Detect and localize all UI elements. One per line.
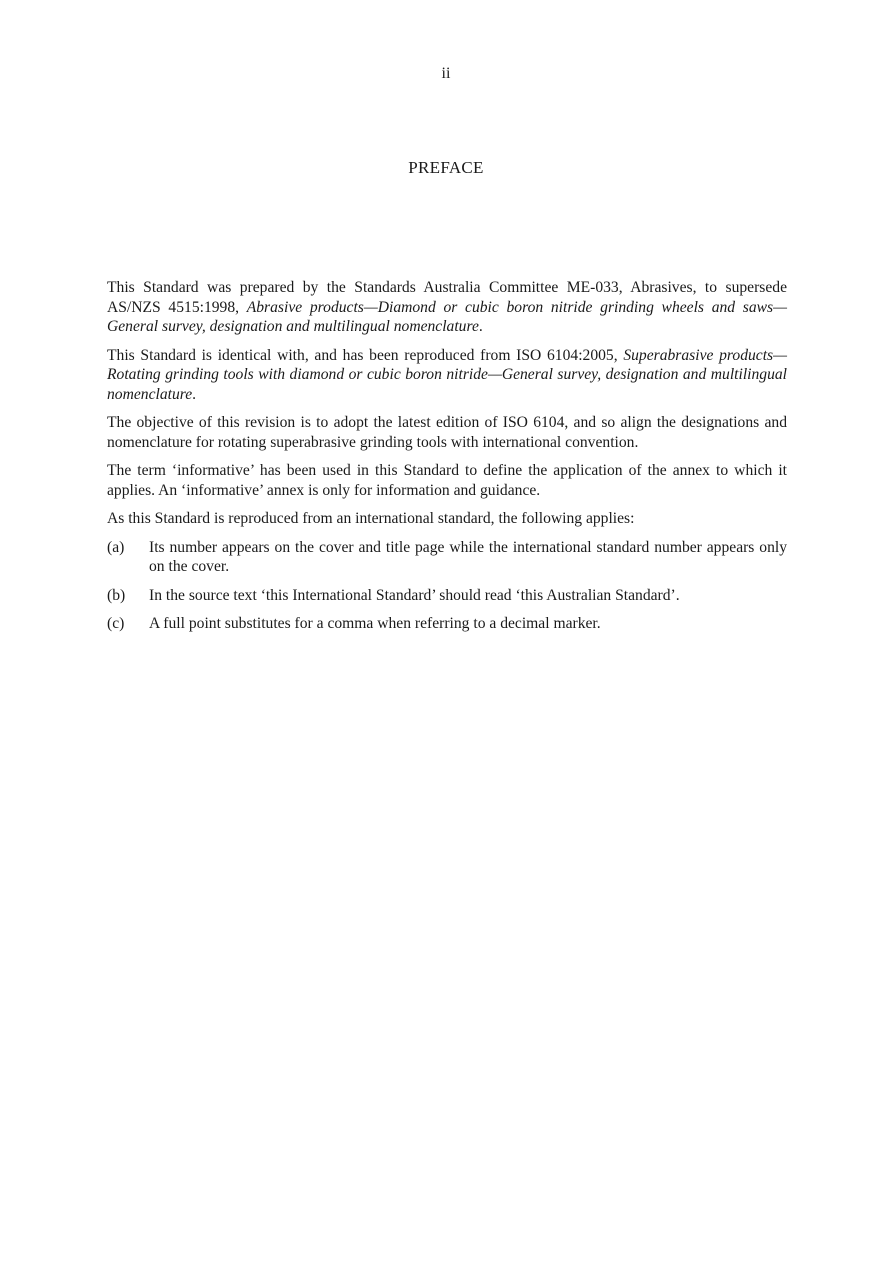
paragraph-text: This Standard was prepared by the Standards Australia Committee ME-033, Abrasives, to supersede AS/NZS 4515:1998,	[107, 279, 787, 316]
page-title: PREFACE	[408, 158, 484, 177]
paragraph-text: This Standard is identical with, and has been reproduced from ISO 6104:2005,	[107, 346, 624, 364]
list-item	[107, 614, 787, 634]
paragraph-objective: The objective of this revision is to adopt the latest edition of ISO 6104, and so align the designations and nomenclature for rotating superabrasive grinding tools with international convention.	[107, 414, 787, 451]
list-item-text: In the source text ‘this International Standard’ should read ‘this Australian Standard’.	[149, 586, 680, 604]
preface-body	[107, 278, 787, 643]
applies-list	[107, 538, 787, 634]
list-item-text: Its number appears on the cover and title page while the international standard number appears only on the cover.	[149, 538, 787, 575]
list-item-label: (b)	[107, 586, 126, 604]
paragraph-reproduction-note: As this Standard is reproduced from an international standard, the following applies:	[107, 510, 635, 527]
paragraph-informative: The term ‘informative’ has been used in this Standard to define the application of the annex to which it applies. An ‘informative’ annex is only for information and guidance.	[107, 462, 787, 499]
paragraph-prepared-by	[107, 278, 787, 337]
page-number: ii	[441, 65, 451, 82]
list-item	[107, 538, 787, 577]
paragraph-text: .	[192, 385, 197, 403]
paragraph-text: .	[478, 318, 483, 335]
list-item-label: (c)	[107, 615, 125, 632]
list-item-text: A full point substitutes for a comma when referring to a decimal marker.	[149, 615, 601, 632]
list-item-label: (a)	[107, 538, 125, 556]
paragraph-identical-with	[107, 346, 787, 405]
list-item	[107, 586, 787, 606]
superseded-standard-title: Abrasive products—Diamond or cubic boron nitride grinding wheels and saws—General survey, designation and multilingual nomenclature	[107, 298, 787, 335]
iso-standard-title: Superabrasive products—Rotating grinding tools with diamond or cubic boron nitride—General survey, designation and multilingual nomenclature	[107, 346, 787, 403]
